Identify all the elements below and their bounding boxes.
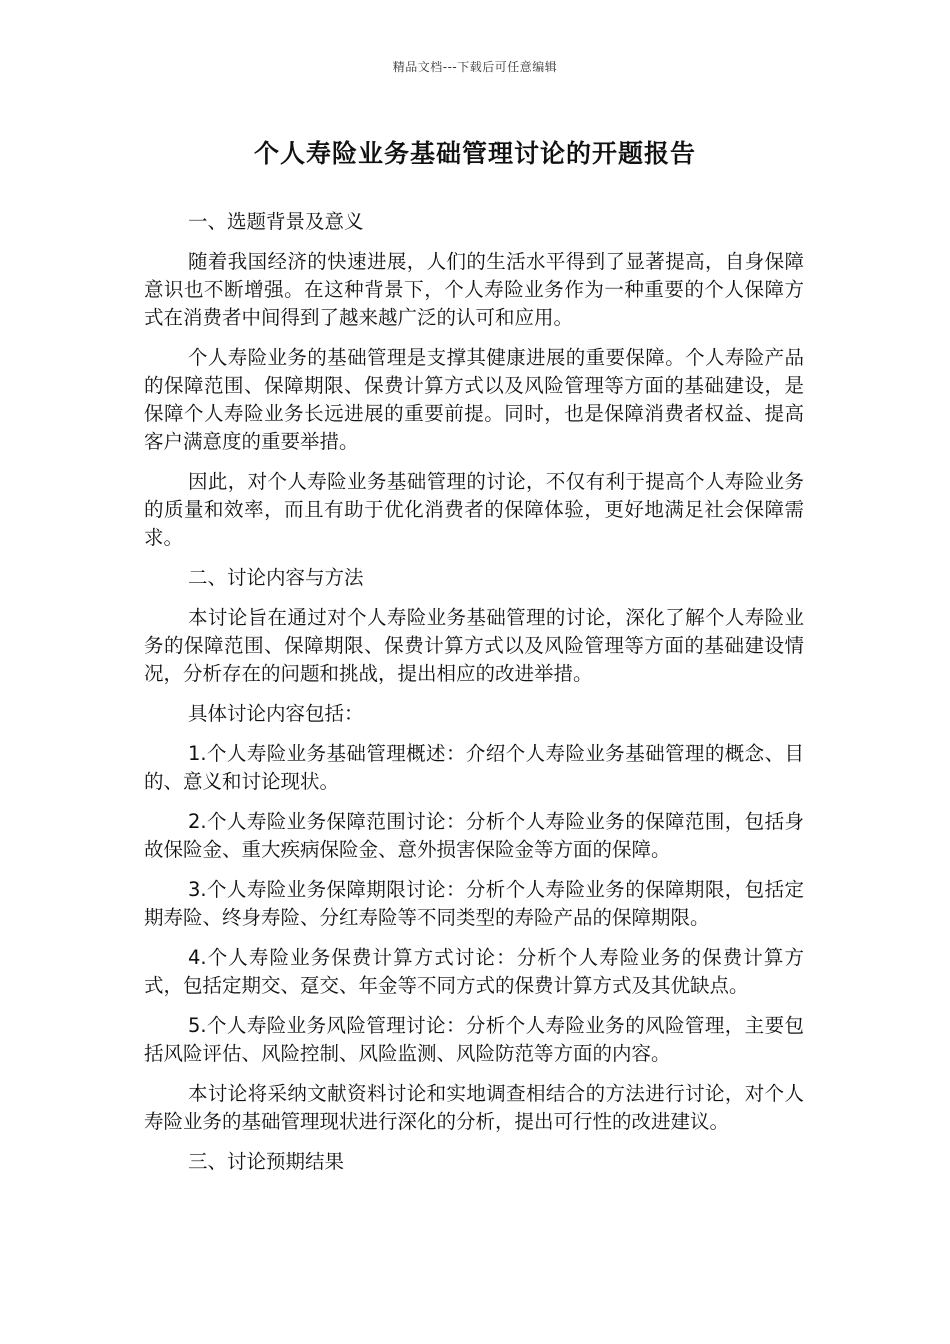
list-item: 3.个人寿险业务保障期限讨论：分析个人寿险业务的保障期限，包括定期寿险、终身寿险、分红寿险等不同类型的寿险产品的保障期限。 [144, 878, 804, 929]
document-body [144, 208, 804, 1188]
document-title: 个人寿险业务基础管理讨论的开题报告 [253, 139, 696, 168]
paragraph: 本讨论将采纳文献资料讨论和实地调查相结合的方法进行讨论，对个人寿险业务的基础管理现状进行深化的分析，提出可行性的改进建议。 [144, 1082, 804, 1133]
section-heading-background: 一、选题背景及意义 [188, 210, 364, 233]
paragraph: 本讨论旨在通过对个人寿险业务基础管理的讨论，深化了解个人寿险业务的保障范围、保障期限、保费计算方式以及风险管理等方面的基础建设情况，分析存在的问题和挑战，提出相应的改进举措。 [144, 606, 804, 685]
section-heading-expected-results: 三、讨论预期结果 [188, 1150, 345, 1173]
list-item: 1.个人寿险业务基础管理概述：介绍个人寿险业务基础管理的概念、目的、意义和讨论现状。 [144, 742, 804, 793]
header-note: 精品文档---下载后可任意编辑 [392, 60, 558, 74]
list-item: 4.个人寿险业务保费计算方式讨论：分析个人寿险业务的保费计算方式，包括定期交、趸交、年金等不同方式的保费计算方式及其优缺点。 [144, 946, 804, 997]
paragraph: 随着我国经济的快速进展，人们的生活水平得到了显著提高，自身保障意识也不断增强。在这种背景下，个人寿险业务作为一种重要的个人保障方式在消费者中间得到了越来越广泛的认可和应用。 [144, 250, 804, 329]
list-item: 2.个人寿险业务保障范围讨论：分析个人寿险业务的保障范围，包括身故保险金、重大疾病保险金、意外损害保险金等方面的保障。 [144, 810, 804, 861]
paragraph: 个人寿险业务的基础管理是支撑其健康进展的重要保障。个人寿险产品的保障范围、保障期限、保费计算方式以及风险管理等方面的基础建设，是保障个人寿险业务长远进展的重要前提。同时，也是保障消费者权益、提高客户满意度的重要举措。 [144, 346, 804, 453]
section-heading-content-method: 二、讨论内容与方法 [188, 566, 364, 589]
list-intro: 具体讨论内容包括： [188, 702, 364, 725]
list-item: 5.个人寿险业务风险管理讨论：分析个人寿险业务的风险管理，主要包括风险评估、风险控制、风险监测、风险防范等方面的内容。 [144, 1014, 804, 1065]
paragraph: 因此，对个人寿险业务基础管理的讨论，不仅有利于提高个人寿险业务的质量和效率，而且有助于优化消费者的保障体验，更好地满足社会保障需求。 [144, 470, 804, 549]
